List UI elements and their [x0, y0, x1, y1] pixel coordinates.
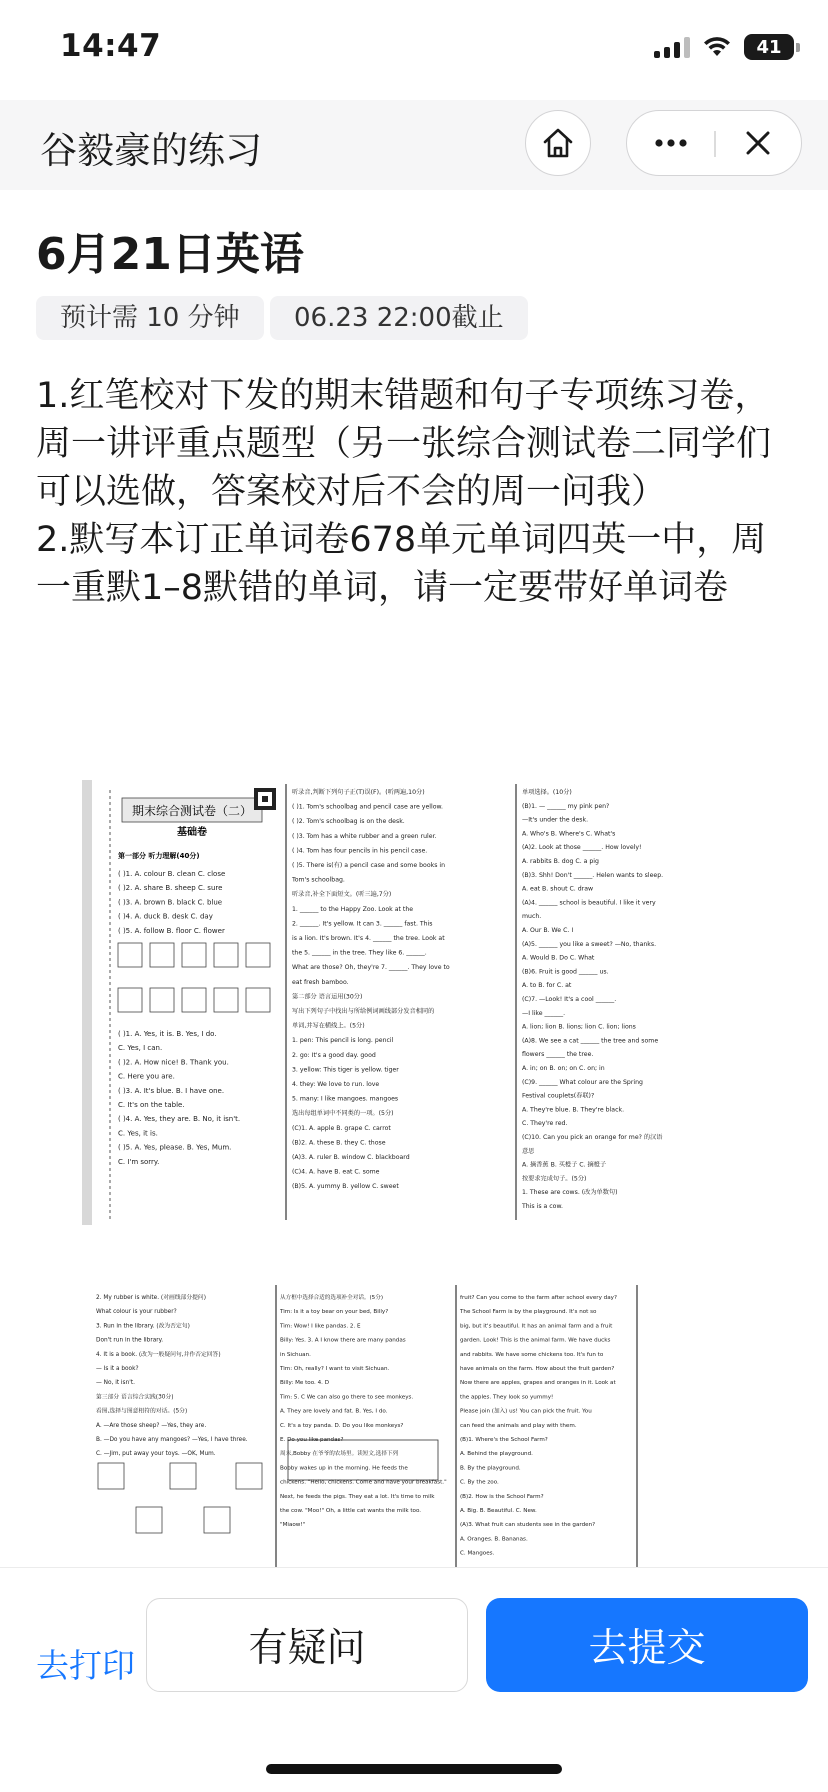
close-button[interactable]: [715, 111, 801, 175]
worksheet-line: A. rabbits B. dog C. a pig: [522, 858, 599, 865]
worksheet-line: The School Farm is by the playground. It's not so: [460, 1309, 597, 1316]
worksheet-line: Don't run in the library.: [96, 1337, 164, 1344]
worksheet-line: (A)4. ______ school is beautiful. I like it very: [522, 899, 656, 907]
worksheet-line: ( )5. A. follow B. floor C. flower: [118, 926, 225, 935]
worksheet-line: have animals on the farm. How about the fruit garden?: [460, 1366, 615, 1372]
worksheet-line: (A)3. What fruit can students see in the garden?: [460, 1522, 596, 1529]
worksheet-line: (A)5. ______ you like a sweet? —No, thanks.: [522, 940, 657, 948]
worksheet-line: — No, it isn't.: [96, 1380, 135, 1387]
more-button[interactable]: [627, 111, 715, 175]
worksheet-line: ( )3. Tom has a white rubber and a green ruler.: [292, 832, 437, 840]
worksheet-line: 1. These are cows. (改为单数句): [522, 1189, 618, 1197]
worksheet-line: C. It's on the table.: [118, 1101, 185, 1109]
worksheet-line: 1. pen: This pencil is long. pencil: [292, 1037, 394, 1045]
worksheet-line: Billy: Me too. 4. D: [280, 1380, 330, 1387]
worksheet-line: the 5. ______ in the tree. They like 6. ______.: [292, 949, 427, 957]
worksheet-line: What are those? Oh, they're 7. ______. They love to: [292, 964, 450, 972]
assignment-title: 6月21日英语: [36, 229, 304, 280]
worksheet-line: ( )4. Tom has four pencils in his pencil case.: [292, 847, 428, 855]
worksheet-line: C. Yes, I can.: [118, 1044, 163, 1053]
bottom-action-bar: [0, 1567, 828, 1792]
instructions: [36, 372, 796, 612]
worksheet-line: C. It's a toy panda. D. Do you like monkeys?: [280, 1422, 404, 1429]
home-indicator: [266, 1764, 562, 1774]
worksheet-line: ( )1. A. colour B. clean C. close: [118, 870, 226, 878]
worksheet-line: A. eat B. shout C. draw: [522, 885, 594, 893]
status-icons: [654, 34, 794, 60]
worksheet-line: ( )4. A. duck B. desk C. day: [118, 912, 213, 921]
worksheet-line: — Is it a book?: [96, 1366, 139, 1372]
worksheet-line: eat fresh bamboo.: [292, 978, 349, 986]
worksheet-line: ( )4. A. Yes, they are. B. No, it isn't.: [118, 1115, 241, 1124]
worksheet-line: 看图,选择与图意相符的对话。(5分): [96, 1408, 188, 1415]
worksheet-line: What colour is your rubber?: [96, 1309, 177, 1316]
worksheet-line: Tim: 5. C We can also go there to see monkeys.: [280, 1394, 414, 1401]
worksheet-line: Billy: Yes. 3. A I know there are many pandas: [280, 1337, 406, 1344]
worksheet-line: A. Behind the playground.: [460, 1451, 533, 1458]
worksheet-line: ( )2. A. share B. sheep C. sure: [118, 884, 223, 893]
capsule-menu: [626, 110, 802, 176]
home-icon: [540, 125, 576, 161]
worksheet-line: 第三部分 语言综合实践(30分): [96, 1394, 174, 1401]
worksheet-line: 2. My rubber is white. (对画线部分提问): [96, 1295, 206, 1301]
worksheet-line: Tom's schoolbag.: [292, 876, 345, 884]
worksheet-line: Tim: Oh, really? I want to visit Sichuan.: [280, 1366, 390, 1372]
worksheet-line: 4. It is a book. (改为一般疑问句,并作否定回答): [96, 1351, 221, 1358]
worksheet-line: 单项选择。(10分): [522, 789, 572, 796]
worksheet-line: 第二部分 语言运用(30分): [292, 993, 363, 1001]
worksheet-line: big, but it's beautiful. It has an animal farm and a fruit: [460, 1323, 613, 1330]
worksheet-line: A. Big. B. Beautiful. C. New.: [460, 1508, 537, 1514]
worksheet-line: ( )2. Tom's schoolbag is on the desk.: [292, 818, 405, 826]
worksheet-line: ( )3. A. brown B. black C. blue: [118, 898, 223, 907]
worksheet-line: chickens. "Hello, chickens. Come and have your breakfast.": [280, 1479, 447, 1486]
worksheet-line: much.: [522, 913, 542, 921]
worksheet-line: A. Would B. Do C. What: [522, 954, 595, 962]
more-icon: [654, 138, 688, 148]
worksheet-line: 5. many: I like mangoes. mangoes: [292, 1095, 399, 1103]
question-button[interactable]: 有疑问: [146, 1598, 468, 1692]
binding-strip: [82, 780, 92, 1225]
worksheet-line: C. Mangoes.: [460, 1550, 495, 1557]
worksheet-line: 单词,并写在横线上。(5分): [292, 1022, 365, 1030]
worksheet-line: ( )5. A. Yes, please. B. Yes, Mum.: [118, 1143, 232, 1152]
close-icon: [745, 130, 771, 156]
worksheet-line: C. Yes, it is.: [118, 1129, 158, 1138]
worksheet-line: A. 摘香蕉 B. 买橙子 C. 摘橙子: [522, 1161, 607, 1169]
status-bar: [0, 0, 828, 100]
worksheet-line: Tim: Is it a toy bear on your bed, Billy?: [280, 1309, 389, 1316]
worksheet-line: (B)2. How is the School Farm?: [460, 1493, 544, 1500]
mini-program-header: [0, 100, 828, 190]
worksheet-line: C. By the zoo.: [460, 1479, 499, 1486]
battery-icon: [744, 34, 794, 60]
sheet1-heading: 期末综合测试卷（二）: [131, 804, 253, 818]
instruction-2: 2.默写本订正单词卷678单元单词四英一中，周一重默1–8默错的单词，请一定要带好单词卷: [36, 520, 767, 608]
worksheet-image-2[interactable]: [92, 1285, 734, 1570]
worksheet-line: 听录音,判断下列句子正(T)误(F)。(听两遍,10分): [292, 789, 425, 796]
worksheet-line: 意思: [522, 1147, 535, 1155]
worksheet-line: 1. ______ to the Happy Zoo. Look at the: [292, 905, 414, 913]
signal-icon: [654, 36, 690, 58]
duration-tag: 预计需 10 分钟: [36, 296, 264, 340]
worksheet-image-1[interactable]: [82, 780, 742, 1225]
deadline-tag: 06.23 22:00截止: [270, 296, 528, 340]
sheet1-subheading: 基础卷: [177, 827, 207, 838]
worksheet-line: (B)3. Shh! Don't ______. Helen wants to sleep.: [522, 871, 664, 879]
worksheet-line: C. Here you are.: [118, 1072, 175, 1081]
worksheet-line: (B)6. Fruit is good ______ us.: [522, 968, 609, 976]
wifi-icon: [702, 36, 732, 58]
worksheet-line: E. Do you like pandas?: [280, 1437, 344, 1443]
print-link[interactable]: 去打印: [36, 1646, 135, 1685]
header-title: 谷毅豪的练习: [40, 129, 262, 172]
worksheet-line: 4. they: We love to run. love: [292, 1081, 380, 1088]
worksheet-line: (A)8. We see a cat ______ the tree and some: [522, 1037, 659, 1045]
worksheet-section: 第一部分 听力理解(40分): [118, 852, 200, 860]
worksheet-line: Now there are apples, grapes and oranges in it. Look at: [460, 1380, 616, 1387]
worksheet-line: 听录音,补全下面短文。(听三遍,7分): [292, 891, 392, 899]
worksheet-line: in Sichuan.: [280, 1351, 311, 1358]
worksheet-line: 3. Run in the library. (改为否定句): [96, 1323, 190, 1330]
worksheet-line: ( )5. There is(有) a pencil case and some books in: [292, 862, 446, 869]
submit-button[interactable]: 去提交: [486, 1598, 808, 1692]
worksheet-line: fruit? Can you come to the farm after school every day?: [460, 1295, 617, 1301]
worksheet-line: (C)4. A. have B. eat C. some: [292, 1168, 380, 1176]
worksheet-line: —It's under the desk.: [522, 816, 589, 824]
worksheet-line: (C)1. A. apple B. grape C. carrot: [292, 1124, 391, 1132]
worksheet-line: (B)1. — ______ my pink pen?: [522, 802, 610, 810]
worksheet-line: Please join (加入) us! You can pick the fruit. You: [460, 1408, 592, 1415]
worksheet-line: (C)9. ______ What colour are the Spring: [522, 1078, 643, 1086]
instruction-1: 1.红笔校对下发的期末错题和句子专项练习卷，周一讲评重点题型（另一张综合测试卷二同学们可以选做，答案校对后不会的周一问我）: [36, 376, 772, 512]
worksheet-line: C. —Jim, put away your toys. —OK, Mum.: [96, 1451, 216, 1458]
worksheet-line: This is a cow.: [522, 1203, 563, 1210]
worksheet-line: B. By the playground.: [460, 1465, 521, 1472]
worksheet-line: Tim: Wow! I like pandas. 2. E: [280, 1323, 361, 1330]
worksheet-line: can feed the animals and play with them.: [460, 1422, 577, 1429]
worksheet-line: —I like ______.: [522, 1009, 566, 1017]
worksheet-line: A. Who's B. Where's C. What's: [522, 830, 616, 838]
worksheet-line: the apples. They look so yummy!: [460, 1394, 554, 1401]
worksheet-line: (B)2. A. these B. they C. those: [292, 1139, 386, 1147]
worksheet-line: Festival couplets(春联)?: [522, 1092, 595, 1100]
worksheet-line: garden. Look! This is the animal farm. We have ducks: [460, 1337, 611, 1344]
worksheet-line: 周末,Bobby 在爷爷的农场里。读短文,选择下列: [280, 1451, 399, 1458]
worksheet-line: A. —Are those sheep? —Yes, they are.: [96, 1422, 207, 1429]
worksheet-line: (C)10. Can you pick an orange for me? 的汉语: [522, 1134, 663, 1141]
worksheet-line: is a lion. It's brown. It's 4. ______ the tree. Look at: [292, 935, 445, 942]
status-time: 14:47: [60, 28, 162, 64]
worksheet-line: "Miaow!": [280, 1522, 306, 1529]
worksheet-line: ( )3. A. It's blue. B. I have one.: [118, 1086, 225, 1095]
worksheet-line: (A)2. Look at those ______. How lovely!: [522, 844, 642, 852]
worksheet-line: A. They are lovely and fat. B. Yes, I do.: [280, 1408, 388, 1415]
worksheet-line: ( )1. A. Yes, it is. B. Yes, I do.: [118, 1030, 217, 1038]
worksheet-line: C. They're red.: [522, 1120, 568, 1128]
worksheet-line: (C)7. —Look! It's a cool ______.: [522, 996, 617, 1003]
worksheet-line: 选出每组单词中不同类的一项。(5分): [292, 1110, 394, 1118]
worksheet-line: A. Our B. We C. I: [522, 927, 574, 934]
worksheet-line: 2. ______. It's yellow. It can 3. ______ fast. This: [292, 920, 433, 928]
worksheet-line: A. in; on B. on; on C. on; in: [522, 1065, 605, 1072]
worksheet-line: B. —Do you have any mangoes? —Yes, I have three.: [96, 1437, 248, 1443]
worksheet-line: the cow. "Moo!" Oh, a little cat wants the milk too.: [280, 1508, 422, 1514]
worksheet-line: 2. go: It's a good day. good: [292, 1051, 376, 1059]
worksheet-line: A. Oranges. B. Bananas.: [460, 1536, 528, 1543]
worksheet-line: 写出下列句子中找出与所给例词画线部分发音相同的: [292, 1008, 435, 1015]
worksheet-line: (A)3. A. ruler B. window C. blackboard: [292, 1154, 410, 1161]
worksheet-line: flowers ______ the tree.: [522, 1051, 594, 1059]
worksheet-line: Next, he feeds the pigs. They eat a lot. It's time to milk: [280, 1493, 435, 1500]
worksheet-line: 3. yellow: This tiger is yellow. tiger: [292, 1066, 399, 1074]
worksheet-line: C. I'm sorry.: [118, 1157, 160, 1166]
worksheet-line: A. lion; lion B. lions; lion C. lion; lions: [522, 1023, 636, 1031]
worksheet-line: (B)5. A. yummy B. yellow C. sweet: [292, 1183, 399, 1191]
worksheet-line: A. to B. for C. at: [522, 982, 572, 990]
worksheet-line: 按要求完成句子。(5分): [522, 1175, 587, 1183]
worksheet-line: 从方框中选择合适的选项补全对话。(5分): [280, 1295, 384, 1301]
worksheet-line: Bobby wakes up in the morning. He feeds the: [280, 1465, 408, 1472]
home-button[interactable]: [525, 110, 591, 176]
worksheet-line: A. They're blue. B. They're black.: [522, 1106, 625, 1114]
worksheet-2-page: [92, 1285, 734, 1570]
worksheet-line: and rabbits. We have some chickens too. It's fun to: [460, 1351, 604, 1358]
worksheet-line: ( )2. A. How nice! B. Thank you.: [118, 1058, 229, 1067]
battery-level: 41: [756, 36, 782, 58]
worksheet-line: (B)1. Where's the School Farm?: [460, 1437, 548, 1443]
worksheet-1-page: [82, 780, 742, 1225]
worksheet-line: ( )1. Tom's schoolbag and pencil case are yellow.: [292, 803, 443, 811]
